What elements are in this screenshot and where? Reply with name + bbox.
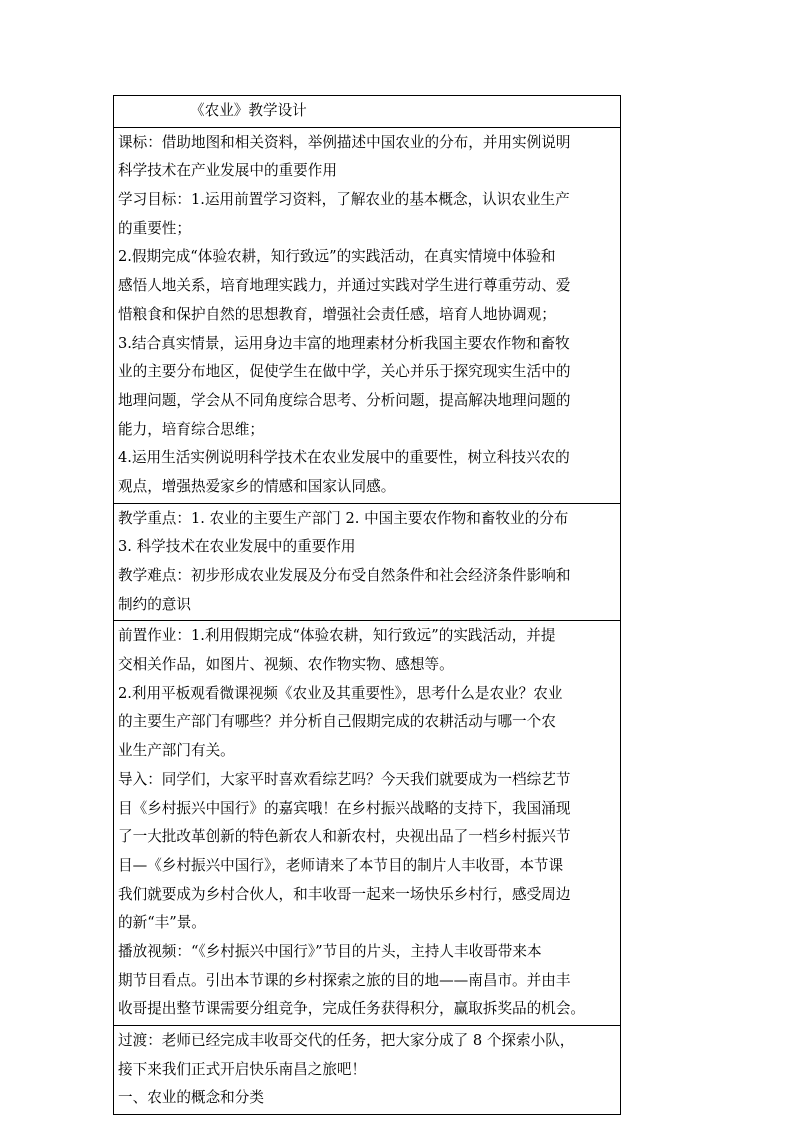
text-line: 能力，培育综合思维；: [118, 420, 264, 438]
text-line: 目《乡村振兴中国行》的嘉宾哦！在乡村振兴战略的支持下，我国涌现: [118, 799, 571, 817]
text-line: 观点，增强热爱家乡的情感和国家认同感。: [118, 477, 396, 495]
text-line: 课标：借助地图和相关资料，举例描述中国农业的分布，并用实例说明: [118, 133, 571, 151]
text-line: 惜粮食和保护自然的思想教育，增强社会责任感，培育人地协调观；: [118, 305, 556, 323]
text-line: 的重要性；: [118, 219, 191, 237]
text-line: 3.结合真实情景，运用身边丰富的地理素材分析我国主要农作物和畜牧: [118, 334, 570, 352]
text-line: 期节目看点。引出本节课的乡村探索之旅的目的地——南昌市。并由丰: [118, 971, 571, 989]
text-line: 的新“丰”景。: [118, 914, 206, 932]
text-line: 教学重点：1. 农业的主要生产部门 2. 中国主要农作物和畜牧业的分布: [118, 509, 569, 527]
text-line: 4.运用生活实例说明科学技术在农业发展中的重要性，树立科技兴农的: [118, 449, 570, 467]
text-line: 3. 科学技术在农业发展中的重要作用: [118, 538, 356, 556]
text-line: 业生产部门有关。: [118, 742, 235, 760]
text-line: 感悟人地关系，培育地理实践力，并通过实践对学生进行尊重劳动、爱: [118, 277, 571, 295]
text-line: 前置作业：1.利用假期完成“体验农耕，知行致远”的实践活动，并提: [118, 627, 556, 645]
text-line: 我们就要成为乡村合伙人，和丰收哥一起来一场快乐乡村行，感受周边: [118, 885, 571, 903]
text-line: 目—《乡村振兴中国行》，老师请来了本节目的制片人丰收哥，本节课: [118, 856, 564, 874]
text-line: 地理问题，学会从不同角度综合思考、分析问题，提高解决地理问题的: [118, 391, 571, 409]
text-line: 2.利用平板观看微课视频《农业及其重要性》，思考什么是农业？农业: [118, 684, 563, 702]
transition-cell: [114, 1025, 620, 1114]
text-line: 业的主要分布地区，促使学生在做中学，关心并乐于探究现实生活中的: [118, 363, 571, 381]
lesson-plan-table: [113, 95, 621, 1115]
text-line: 科学技术在产业发展中的重要作用: [118, 162, 337, 180]
text-line: 2.假期完成“体验农耕，知行致远”的实践活动，在真实情境中体验和: [118, 248, 556, 266]
text-line: 制约的意识: [118, 595, 191, 613]
text-line: 学习目标：1.运用前置学习资料，了解农业的基本概念，认识农业生产: [118, 191, 570, 209]
text-line: 了一大批改革创新的特色新农人和新农村，央视出品了一档乡村振兴节: [118, 828, 571, 846]
text-line: 交相关作品，如图片、视频、农作物实物、感想等。: [118, 656, 454, 674]
section-heading: 一、农业的概念和分类: [118, 1089, 264, 1107]
text-line: 导入：同学们，大家平时喜欢看综艺吗？今天我们就要成为一档综艺节: [118, 770, 571, 788]
text-line: 过渡：老师已经完成丰收哥交代的任务，把大家分成了 8 个探索小队，: [118, 1032, 575, 1049]
preview-intro-cell: [114, 620, 620, 1025]
document-title: 《农业》教学设计: [190, 102, 307, 119]
text-line: 教学难点：初步形成农业发展及分布受自然条件和社会经济条件影响和: [118, 567, 571, 584]
title-cell: [114, 96, 620, 127]
text-line: 接下来我们正式开启快乐南昌之旅吧！: [118, 1060, 367, 1078]
key-points-cell: [114, 503, 620, 621]
text-line: 的主要生产部门有哪些？并分析自己假期完成的农耕活动与哪一个农: [118, 713, 556, 731]
objectives-cell: [114, 127, 620, 503]
text-line: 播放视频：“《乡村振兴中国行》”节目的片头，主持人丰收哥带来本: [118, 942, 542, 960]
text-line: 收哥提出整节课需要分组竞争，完成任务获得积分，赢取拆奖品的机会。: [118, 1000, 586, 1018]
